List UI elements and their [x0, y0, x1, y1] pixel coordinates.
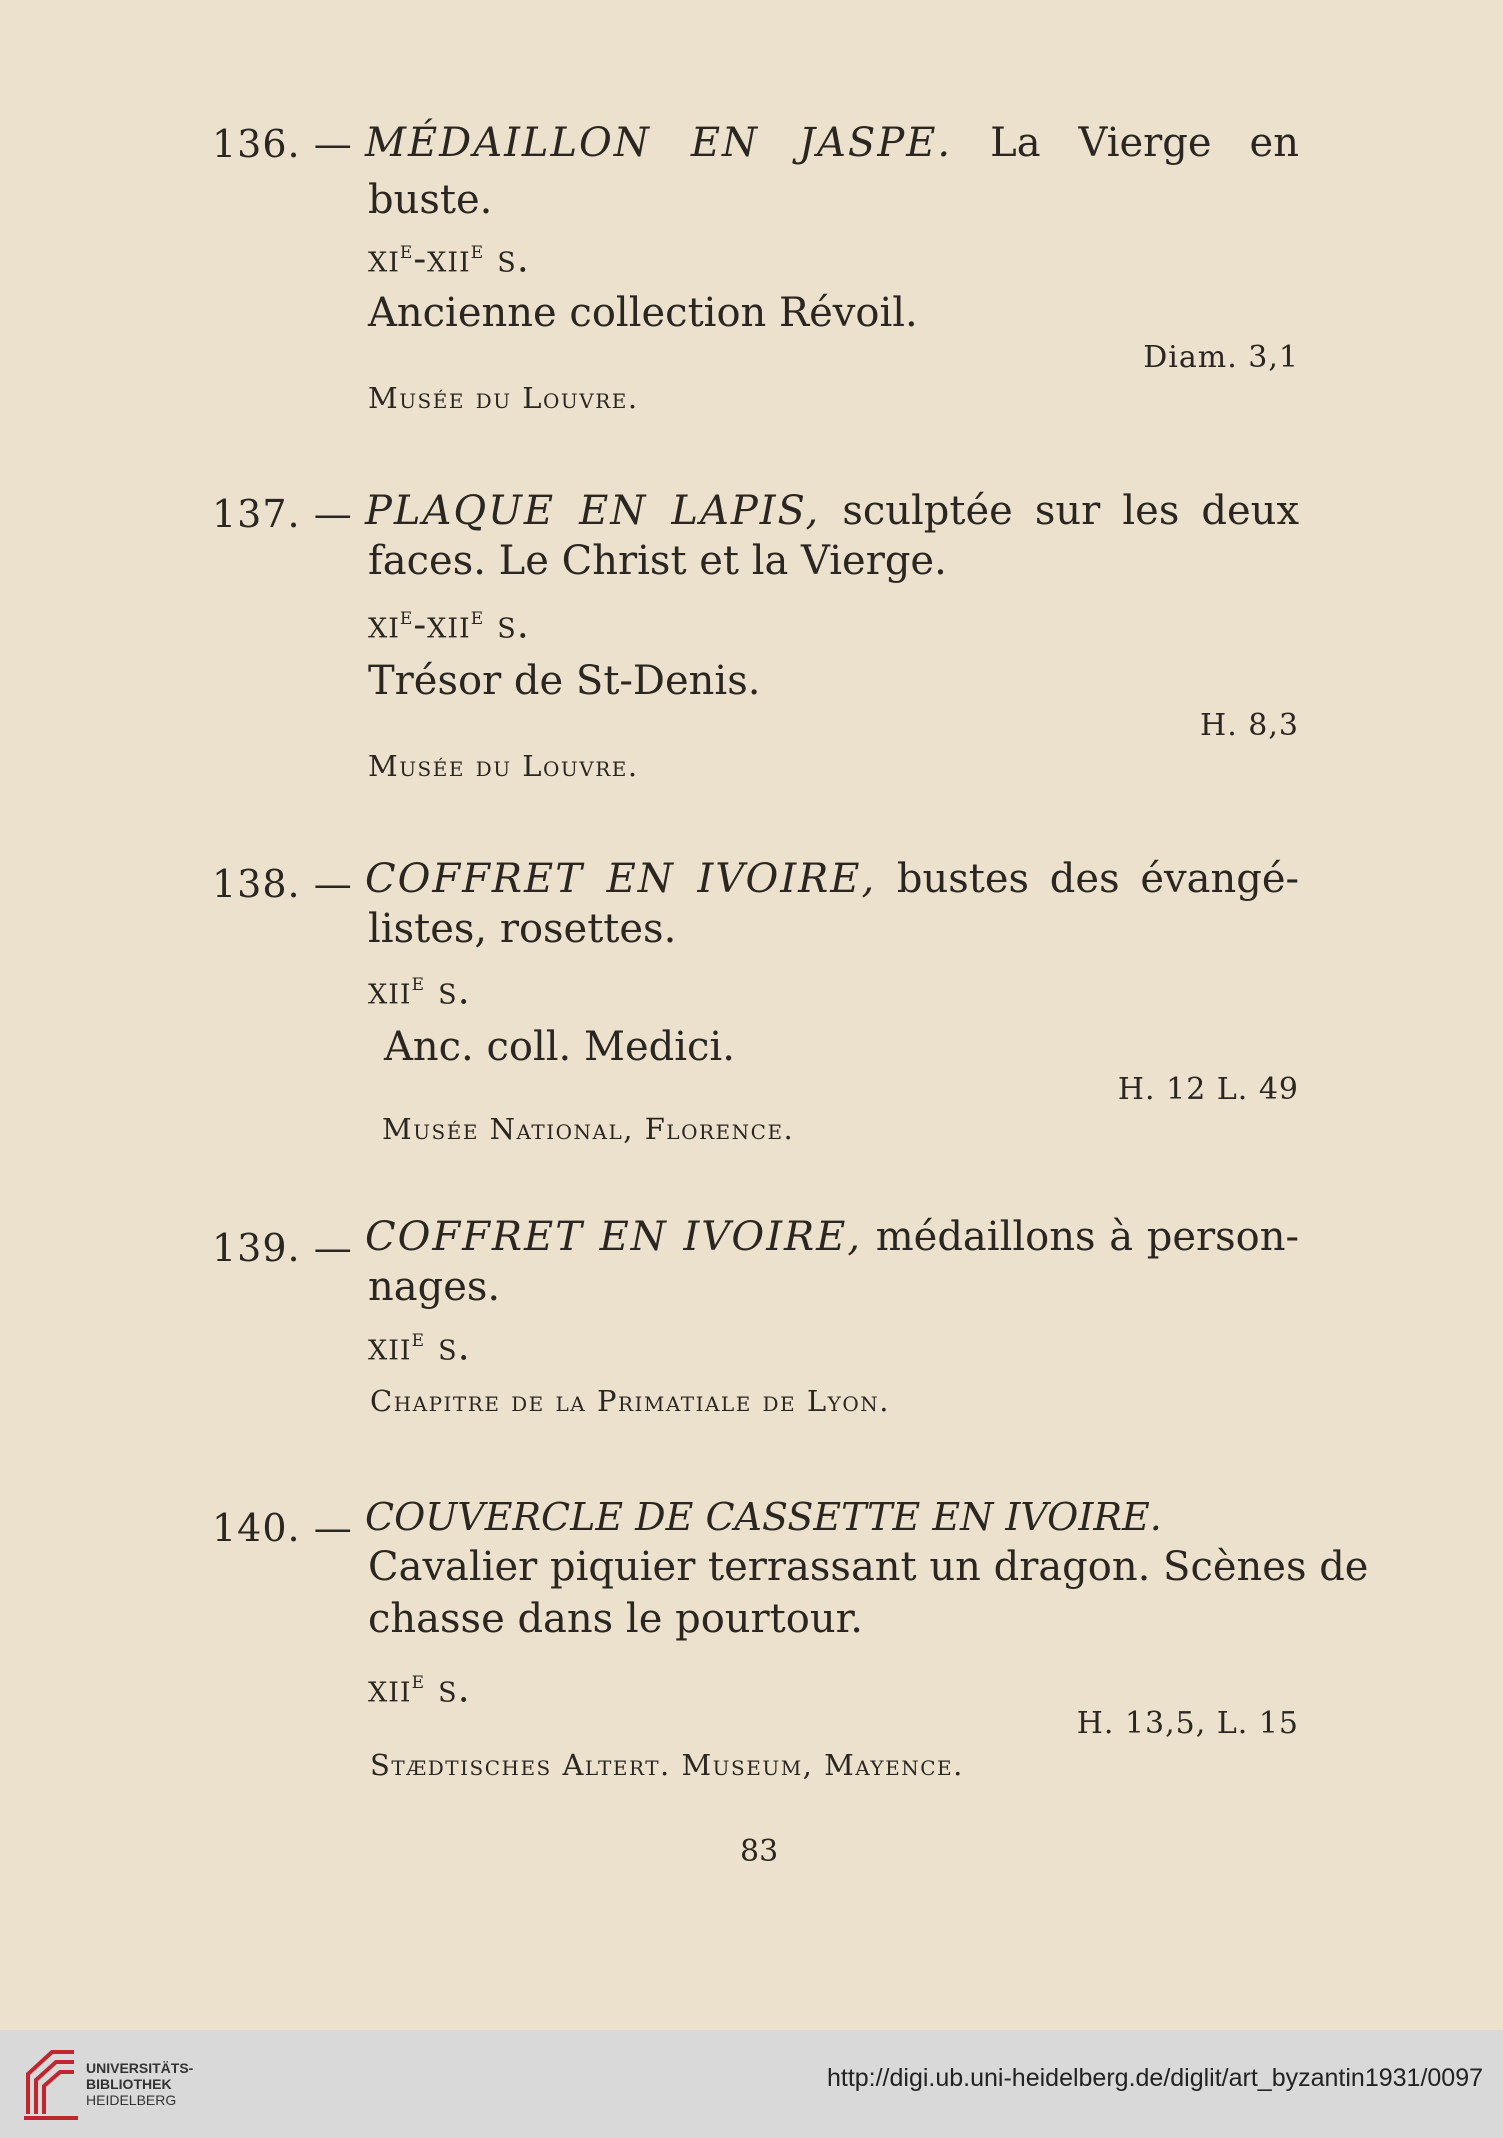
entry-heading [365, 1494, 1299, 1540]
entry-museum: Musée National, Florence. [382, 1112, 795, 1146]
library-name-line2: BIBLIOTHEK [86, 2076, 172, 2092]
entry-provenance: Anc. coll. Medici. [384, 1024, 735, 1070]
entry-title: MÉDAILLON EN JASPE. [365, 120, 953, 166]
entry-date: xii$^e$ s. [368, 968, 471, 1013]
entry-date: xii$^e$ s. [368, 1324, 471, 1369]
digitization-footer [0, 2030, 1503, 2138]
entry-description-cont2: chasse dans le pourtour. [368, 1596, 864, 1642]
entry-heading [365, 488, 1299, 534]
entry-heading [365, 856, 1299, 902]
entry-description-cont: faces. Le Christ et la Vierge. [368, 538, 947, 584]
entry-description-cont: nages. [368, 1264, 501, 1310]
entry-description-cont: Cavalier piquier terrassant un dragon. Scènes de [368, 1544, 1369, 1590]
entry-museum: Musée du Louvre. [368, 381, 639, 415]
entry-dimensions: H. 13,5, L. 15 [1076, 1706, 1299, 1741]
permalink-url[interactable]: http://digi.ub.uni-heidelberg.de/diglit/art_byzantin1931/0097 [826, 2064, 1483, 2092]
library-name-line1: UNIVERSITÄTS- [86, 2060, 194, 2076]
entry-title: COUVERCLE DE CASSETTE EN IVOIRE. [365, 1495, 1162, 1539]
entry-title: PLAQUE EN LAPIS, [365, 488, 821, 534]
entry-provenance: Ancienne collection Révoil. [368, 290, 918, 336]
entry-heading [365, 120, 1299, 166]
entry-museum: Stædtisches Altert. Museum, Mayence. [370, 1748, 964, 1782]
entry-description: La Vierge en [990, 120, 1299, 166]
entry-title: COFFRET EN IVOIRE, [365, 856, 877, 902]
page-number: 83 [740, 1834, 779, 1869]
entry-dimensions: H. 8,3 [1200, 708, 1299, 743]
entry-dimensions: H. 12 L. 49 [1117, 1072, 1299, 1107]
entry-number: 137. — [212, 492, 353, 536]
entry-date: $xi^e-xii^e$ s. [368, 236, 530, 281]
entry-dimensions: Diam. 3,1 [1143, 340, 1299, 375]
entry-museum: Chapitre de la Primatiale de Lyon. [370, 1384, 890, 1418]
entry-description-cont: buste. [368, 177, 493, 223]
entry-museum: Musée du Louvre. [368, 749, 639, 783]
entry-description: médaillons à person- [875, 1214, 1299, 1260]
entry-number: 138. — [212, 862, 353, 906]
entry-description: bustes des évangé- [896, 856, 1300, 902]
entry-number: 139. — [212, 1226, 353, 1270]
library-name-line3: HEIDELBERG [86, 2092, 177, 2108]
library-logo [18, 2044, 82, 2122]
entry-title: COFFRET EN IVOIRE, [365, 1214, 863, 1260]
entry-description: sculptée sur les deux [842, 488, 1299, 534]
entry-number: 140. — [212, 1506, 353, 1550]
entry-heading [365, 1214, 1299, 1260]
entry-number: 136. — [212, 122, 353, 166]
entry-date: xii$^e$ s. [368, 1666, 471, 1711]
entry-description-cont: listes, rosettes. [368, 906, 677, 952]
library-name [86, 2060, 193, 2108]
entry-date: $xi^e-xii^e$ s. [368, 602, 530, 647]
entry-provenance: Trésor de St-Denis. [368, 658, 761, 704]
